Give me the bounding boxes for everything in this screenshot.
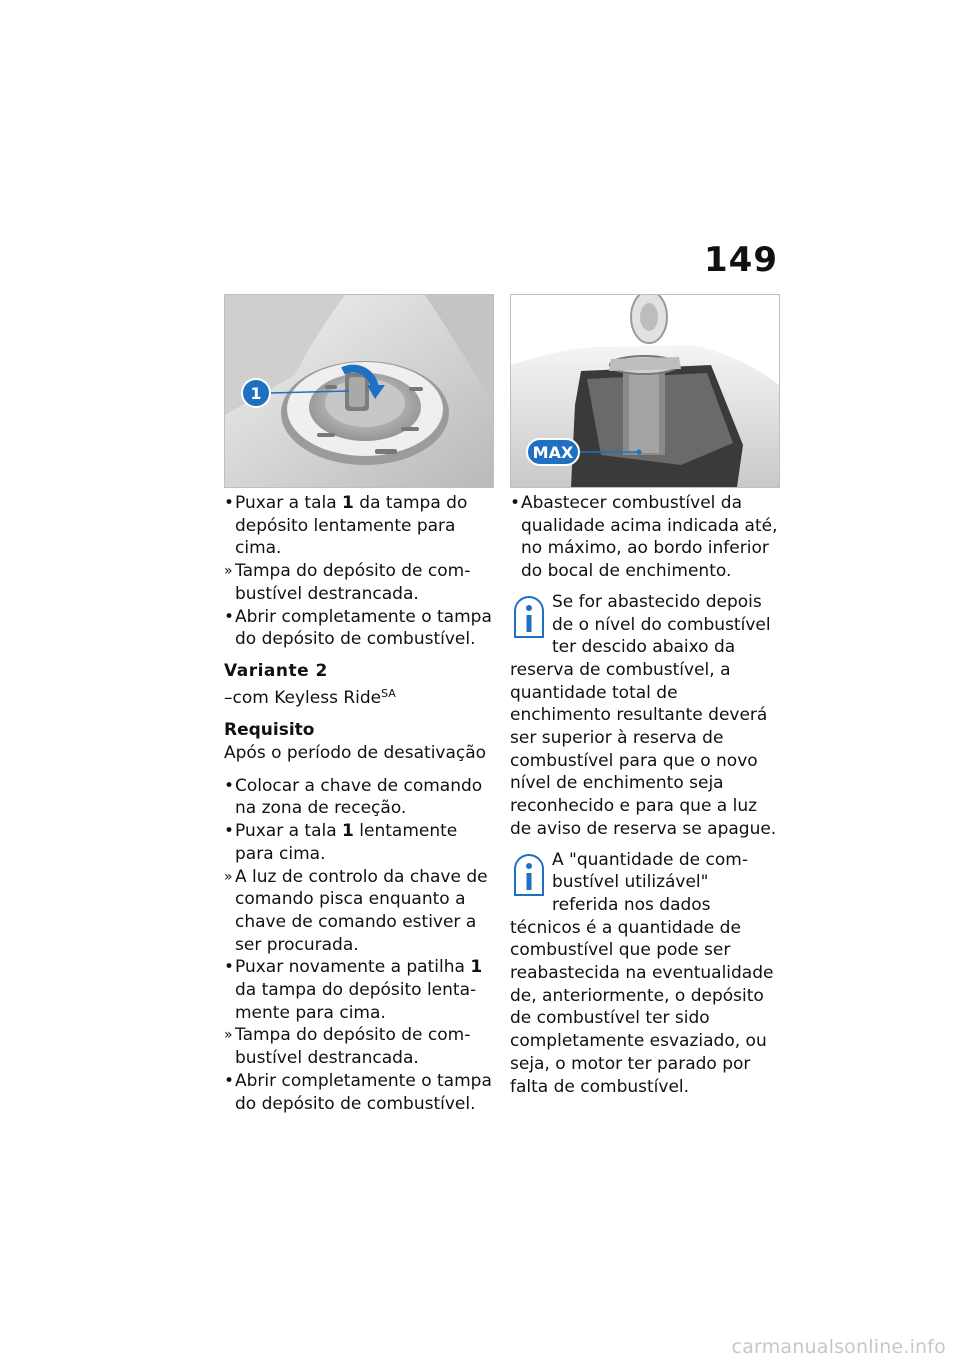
callout-1: 1 — [250, 384, 262, 403]
filler-neck-illustration — [511, 295, 779, 487]
condition-sup: SA — [381, 686, 396, 700]
item-text — [235, 561, 470, 604]
item-text — [235, 776, 482, 819]
note-2 — [510, 849, 780, 1099]
result-marker: » — [224, 868, 233, 885]
action-item — [224, 606, 492, 651]
action-item — [224, 820, 492, 865]
info-icon — [510, 591, 550, 643]
item-text-part: da tampa do depósito lentamente para cima. — [235, 980, 477, 1023]
item-text — [235, 607, 492, 650]
variant-condition — [224, 683, 492, 710]
instruction-list-b — [224, 775, 492, 1116]
item-text-part: Puxar a tala — [235, 821, 343, 842]
left-column — [224, 492, 492, 1115]
result-item — [224, 866, 492, 957]
bullet-marker: • — [224, 606, 235, 627]
action-item — [224, 775, 492, 820]
requirement-title: Requisito — [224, 720, 315, 741]
page-number: 149 — [704, 240, 778, 280]
item-text — [235, 1071, 492, 1114]
note-text-1: Se for abastecido depois de o nível do combustível ter descido abaixo da reserva de combustível, a quantidade total de enchimento resultante deverá ser superior à reserva de combustível para que o novo nível de enchimento seja reconhecido e para que a luz de aviso de reserva se apague. — [510, 591, 777, 839]
watermark: carmanualsonline.info — [731, 1336, 946, 1358]
item-text — [235, 867, 488, 955]
right-column — [510, 492, 780, 1098]
result-item — [224, 560, 492, 605]
instruction-list-a — [224, 492, 492, 651]
bullet-marker: • — [224, 821, 235, 842]
bullet-marker: • — [224, 775, 235, 796]
item-text-part: Puxar novamente a patilha — [235, 957, 471, 978]
item-text — [235, 493, 467, 558]
callout-ref: 1 — [342, 493, 354, 513]
instruction-list-right — [510, 492, 780, 583]
callout-max: MAX — [532, 443, 574, 462]
action-item — [224, 492, 492, 560]
bullet-marker: • — [224, 1070, 235, 1091]
variant-title: Variante 2 — [224, 660, 328, 681]
bullet-marker: • — [224, 493, 235, 513]
requirement-text: Após o período de desativação — [224, 743, 487, 764]
note-text-2: A "quantidade de combustível utilizável" referida nos dados técnicos é a quantidade de combustível que pode ser reabastecida na eventualidade de, anteriormente, o depósito de combustível ter sido completamente esvaziado, ou seja, o motor ter parado por falta de combustível. — [510, 849, 774, 1097]
item-text: Abastecer combustível da qualidade acima indicada até, no máximo, ao bordo inferior do bocal de enchimento. — [521, 493, 778, 582]
action-item — [224, 956, 492, 1024]
item-text-part: Abrir completamente o tampa do depósito de combustível. — [235, 1070, 492, 1114]
item-text — [235, 821, 457, 864]
callout-ref: 1 — [342, 821, 354, 842]
item-text-part: Colocar a chave de comando na zona de receção. — [235, 775, 483, 819]
item-text-part: Tampa do depósito de combustível destrancada. — [235, 1025, 471, 1069]
callout-ref: 1 — [470, 957, 483, 978]
item-text-part: lentamente para cima. — [235, 821, 458, 864]
tank-cap-illustration — [225, 295, 493, 487]
condition-text: –com Keyless Ride — [224, 687, 382, 708]
item-text — [235, 957, 482, 1022]
item-text — [235, 1025, 470, 1068]
bullet-marker: • — [510, 493, 521, 513]
action-item — [224, 1070, 492, 1115]
bullet-marker: • — [224, 957, 235, 978]
info-icon — [510, 849, 550, 901]
figure-tank-cap — [224, 294, 494, 488]
item-text-part: Puxar a tala — [235, 493, 343, 513]
item-text-part: A luz de controlo da chave de comando pisca enquanto a chave de comando estiver a ser procurada. — [235, 866, 488, 955]
item-text-part: da tampa do depósito lentamente para cima. — [235, 493, 468, 559]
figure-filler-neck — [510, 294, 780, 488]
note-1 — [510, 591, 780, 841]
item-text-part: Tampa do depósito de combustível destrancada. — [235, 561, 471, 604]
item-text-part: Abrir completamente o tampa do depósito de combustível. — [235, 606, 492, 650]
result-marker: » — [224, 1027, 233, 1044]
result-item — [224, 1024, 492, 1069]
result-marker: » — [224, 563, 233, 580]
action-item — [510, 492, 780, 583]
